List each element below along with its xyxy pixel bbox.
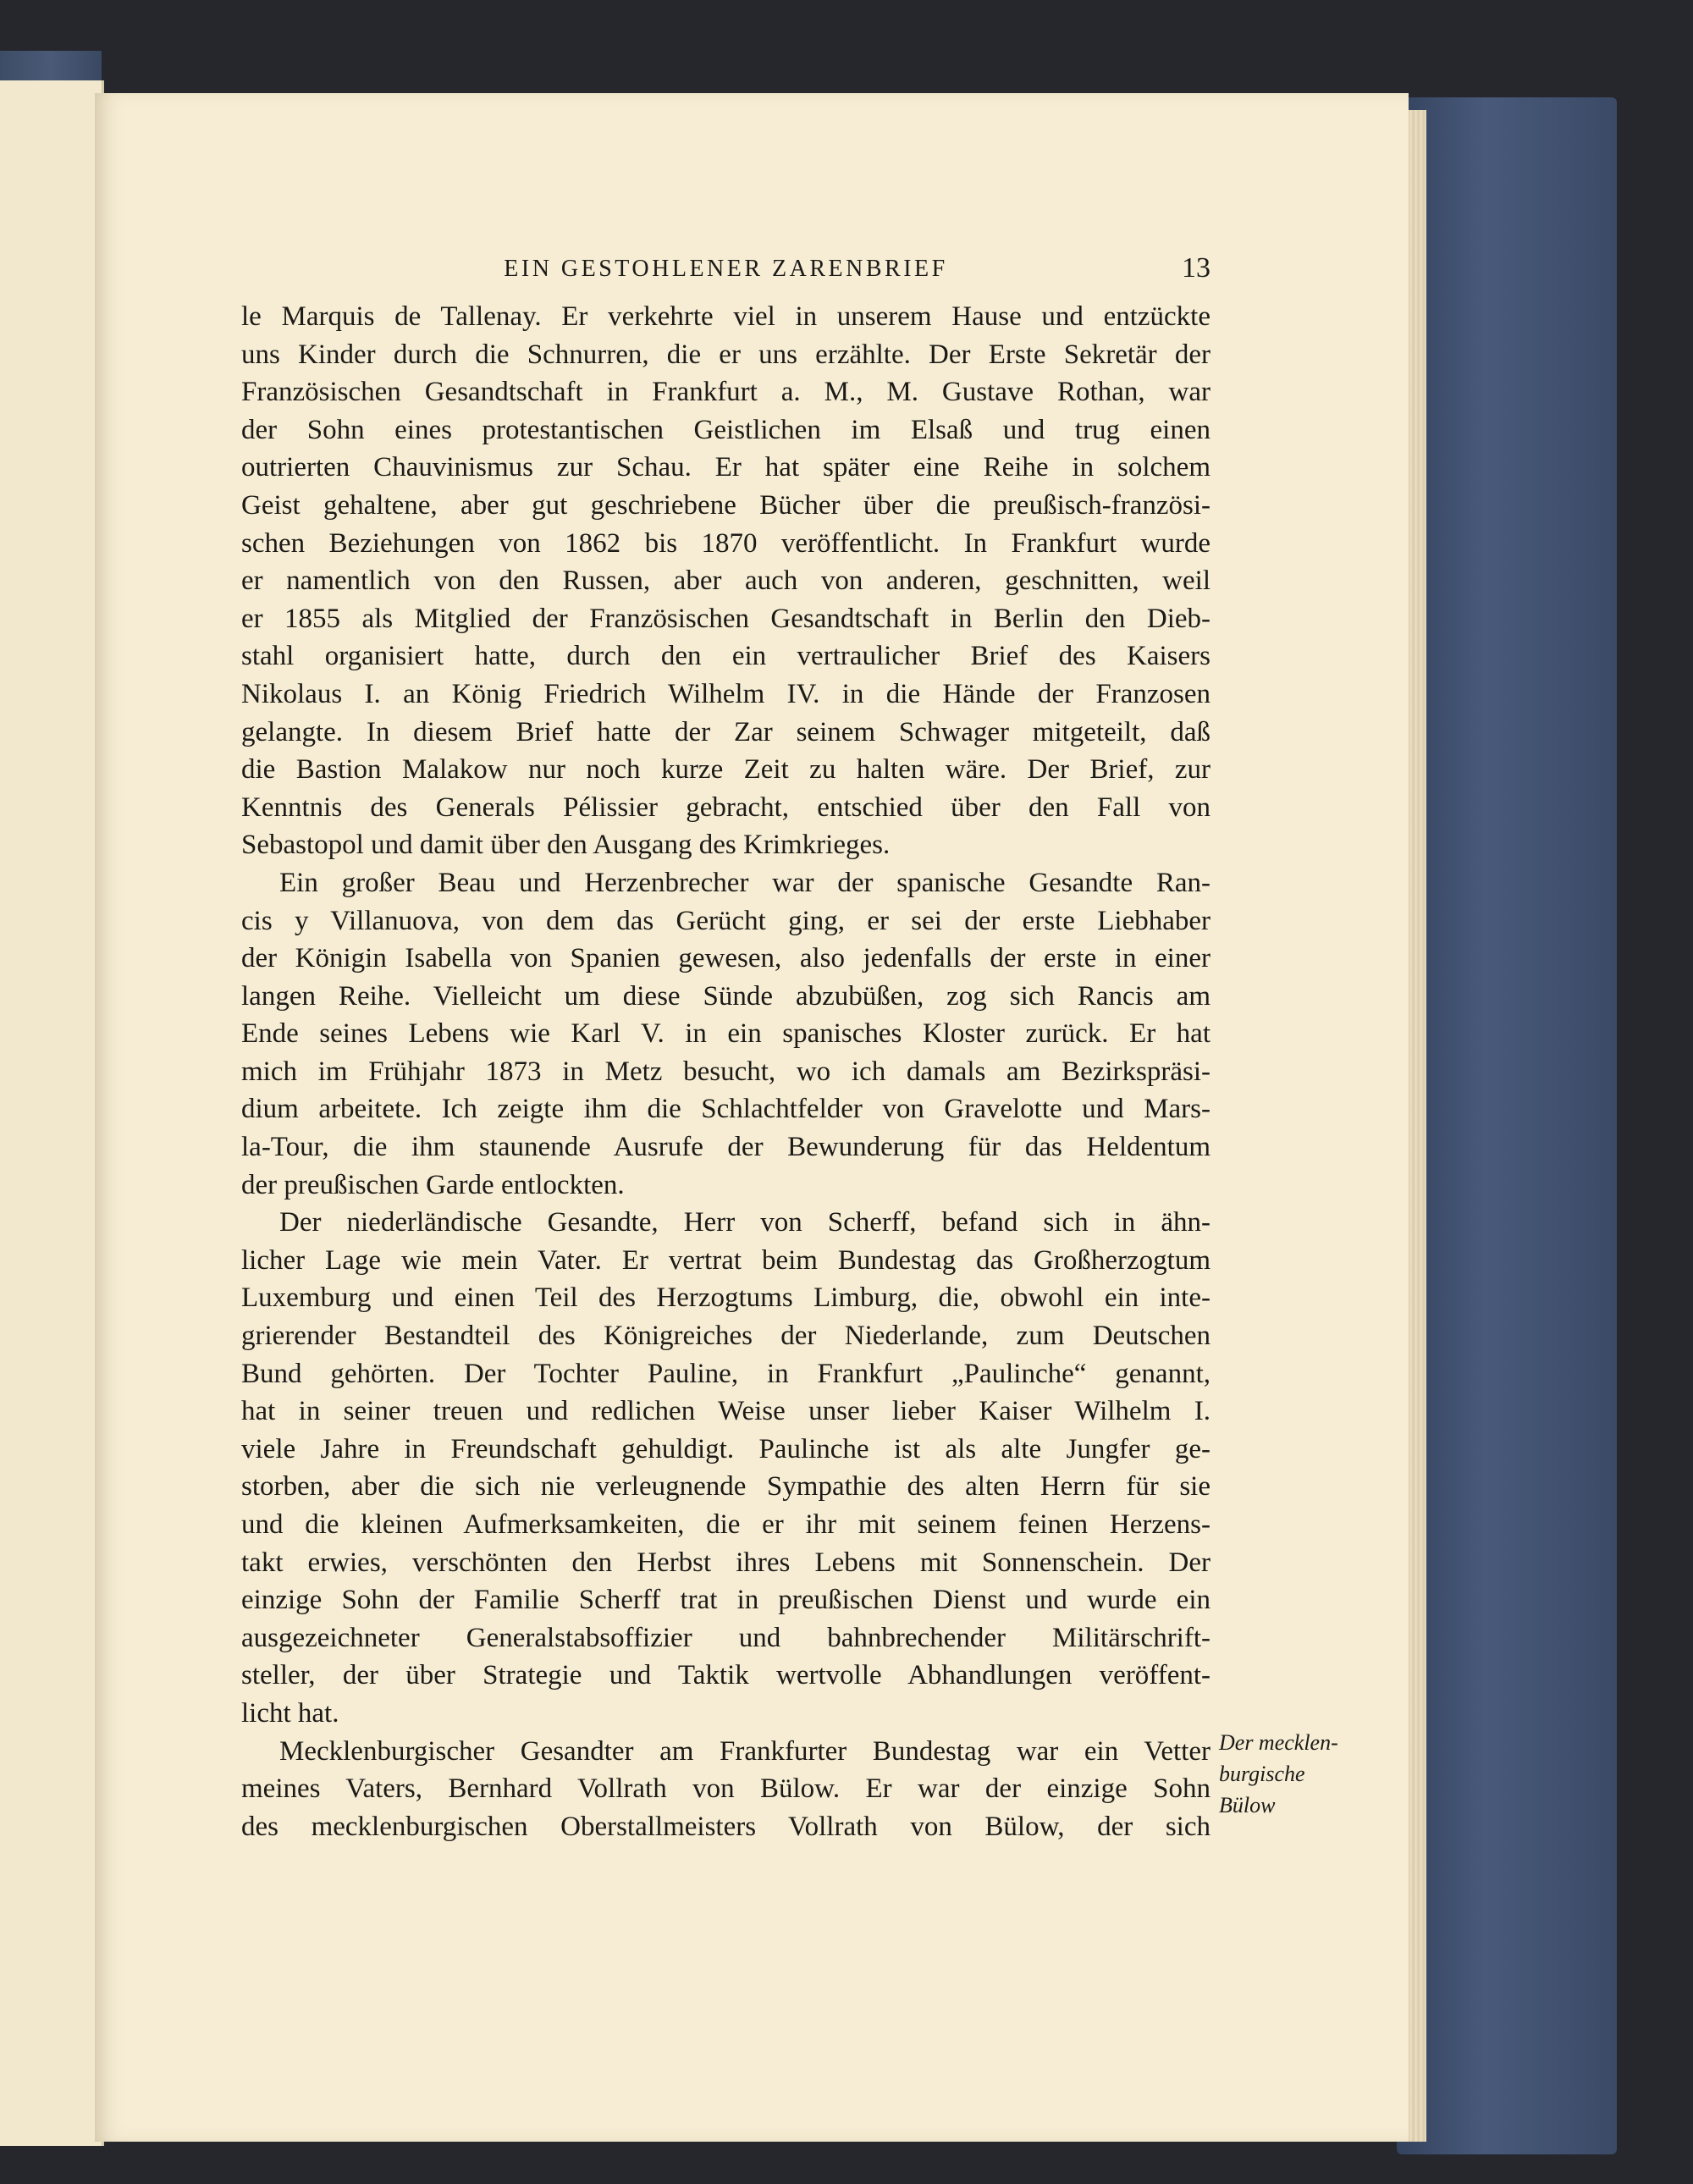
text-line: Ende seines Lebens wie Karl V. in ein spanisches Kloster zurück. Er hat <box>241 1018 1210 1050</box>
text-line: licher Lage wie mein Vater. Er vertrat beim Bundestag das Großherzogtum <box>241 1244 1210 1276</box>
page-number: 13 <box>1182 252 1210 284</box>
text-line: la-Tour, die ihm staunende Ausrufe der Bewunderung für das Heldentum <box>241 1132 1210 1163</box>
text-line: outrierten Chauvinismus zur Schau. Er hat später eine Reihe in solchem <box>241 452 1210 483</box>
text-line: Kenntnis des Generals Pélissier gebracht, entschied über den Fall von <box>241 791 1210 823</box>
margin-note-line: Bülow <box>1219 1793 1276 1817</box>
text-line: licht hat. <box>241 1697 339 1729</box>
running-head <box>241 252 1210 286</box>
text-line: dium arbeitete. Ich zeigte ihm die Schlachtfelder von Gravelotte und Mars- <box>241 1094 1210 1125</box>
text-line: Französischen Gesandtschaft in Frankfurt a. M., M. Gustave Rothan, war <box>241 377 1210 408</box>
text-line: die Bastion Malakow nur noch kurze Zeit zu halten wäre. Der Brief, zur <box>241 754 1210 786</box>
text-line: Geist gehaltene, aber gut geschriebene Bücher über die preußisch-französi- <box>241 489 1210 521</box>
text-line: cis y Villanuova, von dem das Gerücht ging, er sei der erste Liebhaber <box>241 905 1210 936</box>
text-line: le Marquis de Tallenay. Er verkehrte viel in unserem Hause und entzückte <box>241 301 1210 332</box>
text-line: einzige Sohn der Familie Scherff trat in preußischen Dienst und wurde ein <box>241 1585 1210 1616</box>
text-line: ausgezeichneter Generalstabsoffizier und bahnbrechender Militärschrift- <box>241 1622 1210 1653</box>
text-line: und die kleinen Aufmerksamkeiten, die er ihr mit seinem feinen Herzens- <box>241 1509 1210 1540</box>
text-line: viele Jahre in Freundschaft gehuldigt. Paulinche ist als alte Jungfer ge- <box>241 1433 1210 1464</box>
margin-note-line: Der mecklen- <box>1219 1730 1338 1755</box>
text-line: Der niederländische Gesandte, Herr von Scherff, befand sich in ähn- <box>279 1207 1210 1238</box>
text-line: schen Beziehungen von 1862 bis 1870 veröffentlicht. In Frankfurt wurde <box>241 527 1210 559</box>
running-head-title: EIN GESTOHLENER ZARENBRIEF <box>504 256 948 282</box>
text-line: Sebastopol und damit über den Ausgang des Krimkrieges. <box>241 830 891 861</box>
text-line: Nikolaus I. an König Friedrich Wilhelm IV. in die Hände der Franzosen <box>241 678 1210 709</box>
text-line: uns Kinder durch die Schnurren, die er uns erzählte. Der Erste Sekretär der <box>241 339 1210 370</box>
text-line: gelangte. In diesem Brief hatte der Zar seinem Schwager mitgeteilt, daß <box>241 716 1210 747</box>
text-line: der Sohn eines protestantischen Geistlichen im Elsaß und trug einen <box>241 414 1210 445</box>
text-line: langen Reihe. Vielleicht um diese Sünde abzubüßen, zog sich Rancis am <box>241 980 1210 1012</box>
text-line: Luxemburg und einen Teil des Herzogtums Limburg, die, obwohl ein inte- <box>241 1282 1210 1314</box>
text-line: stahl organisiert hatte, durch den ein vertraulicher Brief des Kaisers <box>241 641 1210 672</box>
text-line: er namentlich von den Russen, aber auch von anderen, geschnitten, weil <box>241 565 1210 597</box>
margin-note <box>1219 1727 1388 1821</box>
text-line: meines Vaters, Bernhard Vollrath von Bülow. Er war der einzige Sohn <box>241 1773 1210 1805</box>
text-line: er 1855 als Mitglied der Französischen Gesandtschaft in Berlin den Dieb- <box>241 603 1210 634</box>
right-cover-binding <box>1397 97 1617 2154</box>
text-line: mich im Frühjahr 1873 in Metz besucht, wo ich damals am Bezirkspräsi- <box>241 1056 1210 1087</box>
previous-page-edge <box>0 80 104 2146</box>
text-line: Bund gehörten. Der Tochter Pauline, in Frankfurt „Paulinche“ genannt, <box>241 1358 1210 1389</box>
text-line: Ein großer Beau und Herzenbrecher war der spanische Gesandte Ran- <box>279 867 1210 898</box>
text-line: hat in seiner treuen und redlichen Weise unser lieber Kaiser Wilhelm I. <box>241 1396 1210 1427</box>
text-line: storben, aber die sich nie verleugnende Sympathie des alten Herrn für sie <box>241 1471 1210 1503</box>
margin-note-line: burgische <box>1219 1762 1305 1786</box>
body-text <box>241 298 1210 1845</box>
text-line: Mecklenburgischer Gesandter am Frankfurter Bundestag war ein Vetter <box>279 1735 1210 1767</box>
text-line: grierender Bestandteil des Königreiches der Niederlande, zum Deutschen <box>241 1321 1210 1352</box>
text-line: der Königin Isabella von Spanien gewesen, also jedenfalls der erste in einer <box>241 943 1210 974</box>
text-line: des mecklenburgischen Oberstallmeisters Vollrath von Bülow, der sich <box>241 1811 1210 1842</box>
text-line: takt erwies, verschönten den Herbst ihres Lebens mit Sonnenschein. Der <box>241 1547 1210 1578</box>
text-line: steller, der über Strategie und Taktik wertvolle Abhandlungen veröffent- <box>241 1660 1210 1691</box>
text-line: der preußischen Garde entlockten. <box>241 1169 625 1200</box>
